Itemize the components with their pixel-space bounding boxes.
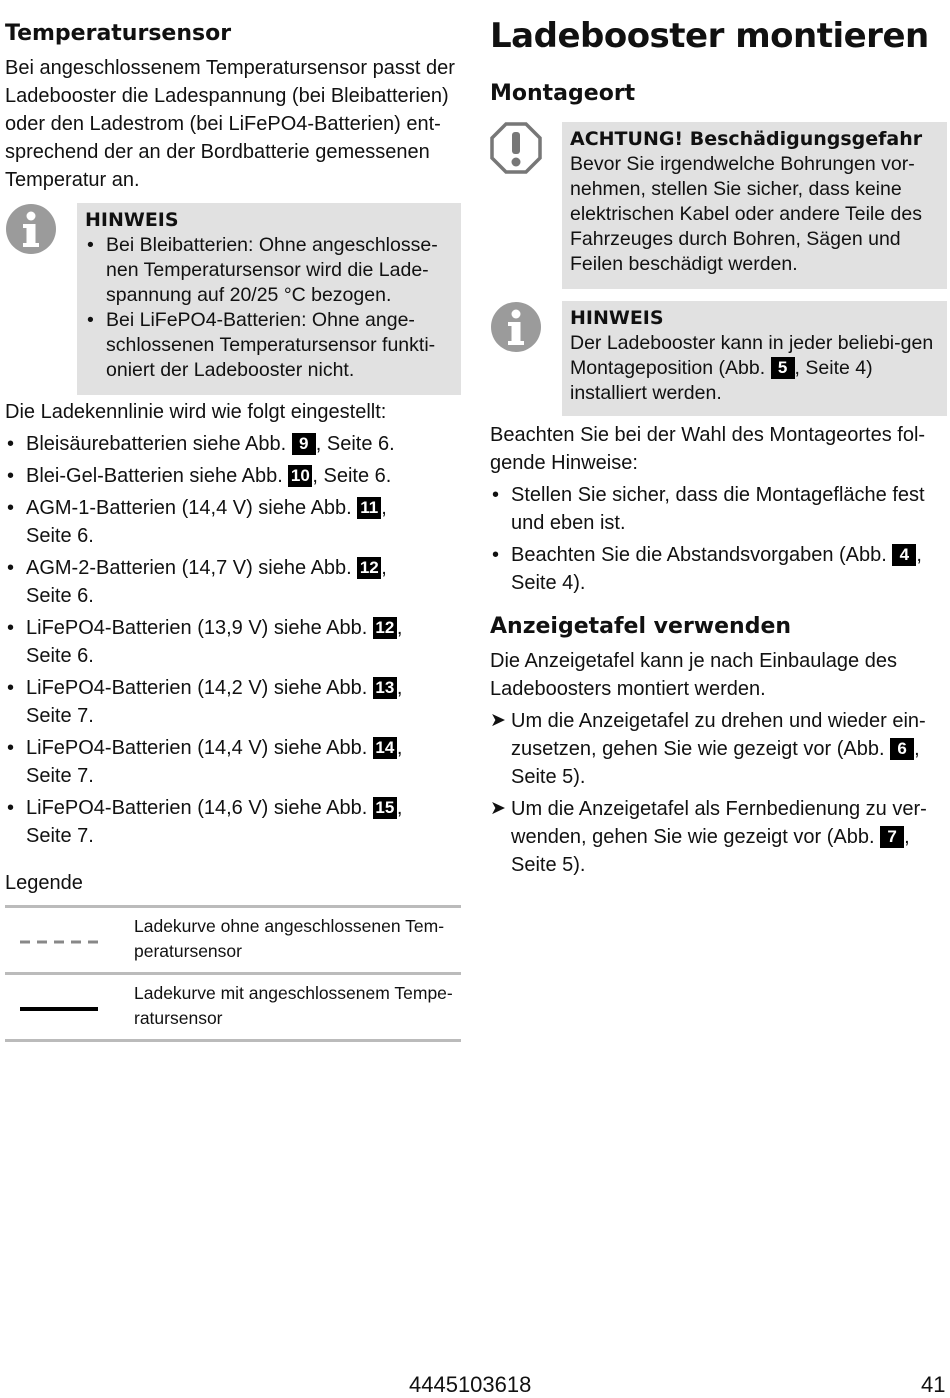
warning-text: Bevor Sie irgendwelche Bohrungen vor-nehmen, stellen Sie sicher, dass keine elektrischen Kabel oder andere Teile des Fahrzeuges durch Bohren, Sägen und Feilen beschädigt werden.	[570, 153, 922, 275]
legend-row	[5, 974, 461, 1041]
exclamation-octagon-icon	[490, 122, 562, 289]
legend-text: Ladekurve mit angeschlossenem Tempe-ratursensor	[134, 974, 461, 1041]
figure-ref: 4	[892, 544, 916, 566]
arrowhead-icon: ➤	[490, 710, 506, 731]
list-item: • Stellen Sie sicher, dass die Montagefläche fest und eben ist.	[490, 481, 942, 537]
list-intro: Die Ladekennlinie wird wie folgt eingestellt:	[5, 401, 387, 423]
anzeigetafel-intro: Die Anzeigetafel kann je nach Einbaulage des Ladeboosters montiert werden.	[490, 650, 897, 700]
steps	[490, 707, 942, 883]
legend-table	[5, 905, 461, 1042]
figure-ref: 6	[890, 738, 914, 760]
info-icon	[5, 203, 77, 395]
note-box	[562, 301, 947, 416]
figure-ref: 10	[288, 465, 312, 487]
note-text: Der Ladebooster kann in jeder beliebi-gen Montageposition (Abb. 5 , Seite 4) installiert werden.	[570, 332, 934, 404]
list-item: • LiFePO4-Batterien (14,4 V) siehe Abb. 14 , Seite 7.	[5, 734, 426, 790]
list-item: • Beachten Sie die Abstandsvorgaben (Abb. 4 , Seite 4).	[490, 541, 942, 597]
section-title: Ladebooster montieren	[490, 16, 929, 56]
instruction-step: ➤ Um die Anzeigetafel als Fernbedienung zu ver-wenden, gehen Sie wie gezeigt vor (Abb. 7 , Seite 5).	[490, 795, 942, 879]
arrowhead-icon: ➤	[490, 798, 506, 819]
info-icon	[490, 301, 562, 416]
note-item: • Bei LiFePO4-Batterien: Ohne ange-schlossenen Temperatursensor funkti-oniert der Ladebooster nicht.	[85, 308, 453, 383]
heading-temperatursensor: Temperatursensor	[5, 21, 232, 46]
hinweis-note	[490, 301, 947, 416]
note-title: HINWEIS	[85, 209, 179, 231]
warning-note	[490, 122, 947, 289]
legend-text: Ladekurve ohne angeschlossenen Tem-peratursensor	[134, 907, 461, 974]
list-item: • LiFePO4-Batterien (13,9 V) siehe Abb. 12 , Seite 6.	[5, 614, 426, 670]
ladekennlinie-list	[5, 430, 445, 854]
list-item: • AGM-1-Batterien (14,4 V) siehe Abb. 11 , Seite 6.	[5, 494, 416, 550]
figure-ref: 12	[373, 617, 397, 639]
heading-montageort: Montageort	[490, 81, 636, 106]
warning-box	[562, 122, 947, 289]
list-item: • Bleisäurebatterien siehe Abb. 9 , Seite 6.	[5, 430, 445, 458]
heading-anzeigetafel: Anzeigetafel verwenden	[490, 614, 792, 639]
figure-ref: 13	[373, 677, 397, 699]
dashed-line-sample	[5, 907, 134, 974]
intro-paragraph: Bei angeschlossenem Temperatursensor passt der Ladebooster die Ladespannung (bei Bleibatterien) oder den Ladestrom (bei LiFePO4-Batterien) ent-sprechend der an der Bordbatterie gemessenen Temperatur an.	[5, 57, 455, 191]
page-number: 41	[921, 1372, 946, 1397]
figure-ref: 9	[292, 433, 316, 455]
list-item: • AGM-2-Batterien (14,7 V) siehe Abb. 12 , Seite 6.	[5, 554, 416, 610]
figure-ref: 7	[880, 826, 904, 848]
list-item: • LiFePO4-Batterien (14,6 V) siehe Abb. 15 , Seite 7.	[5, 794, 426, 850]
solid-line-sample	[5, 974, 134, 1041]
montageort-list	[490, 481, 942, 601]
note-box	[77, 203, 461, 395]
doc-number: 4445103618	[409, 1372, 532, 1397]
instruction-step: ➤ Um die Anzeigetafel zu drehen und wieder ein-zusetzen, gehen Sie wie gezeigt vor (Abb. 6 , Seite 5).	[490, 707, 942, 791]
list-item: • LiFePO4-Batterien (14,2 V) siehe Abb. 13 , Seite 7.	[5, 674, 426, 730]
note-title: HINWEIS	[570, 307, 664, 329]
figure-ref: 12	[357, 557, 381, 579]
warning-title: ACHTUNG! Beschädigungsgefahr	[570, 128, 923, 150]
legend-label: Legende	[5, 872, 83, 894]
figure-ref: 15	[373, 797, 397, 819]
hinweis-note	[5, 203, 461, 395]
legend-row	[5, 907, 461, 974]
figure-ref: 14	[373, 737, 397, 759]
list-item: • Blei-Gel-Batterien siehe Abb. 10 , Seite 6.	[5, 462, 445, 490]
montageort-intro: Beachten Sie bei der Wahl des Montageortes fol-gende Hinweise:	[490, 424, 926, 474]
figure-ref: 11	[357, 497, 381, 519]
figure-ref: 5	[771, 357, 795, 379]
note-item: • Bei Bleibatterien: Ohne angeschlosse-nen Temperatursensor wird die Lade-spannung auf 20/25 °C bezogen.	[85, 233, 453, 308]
